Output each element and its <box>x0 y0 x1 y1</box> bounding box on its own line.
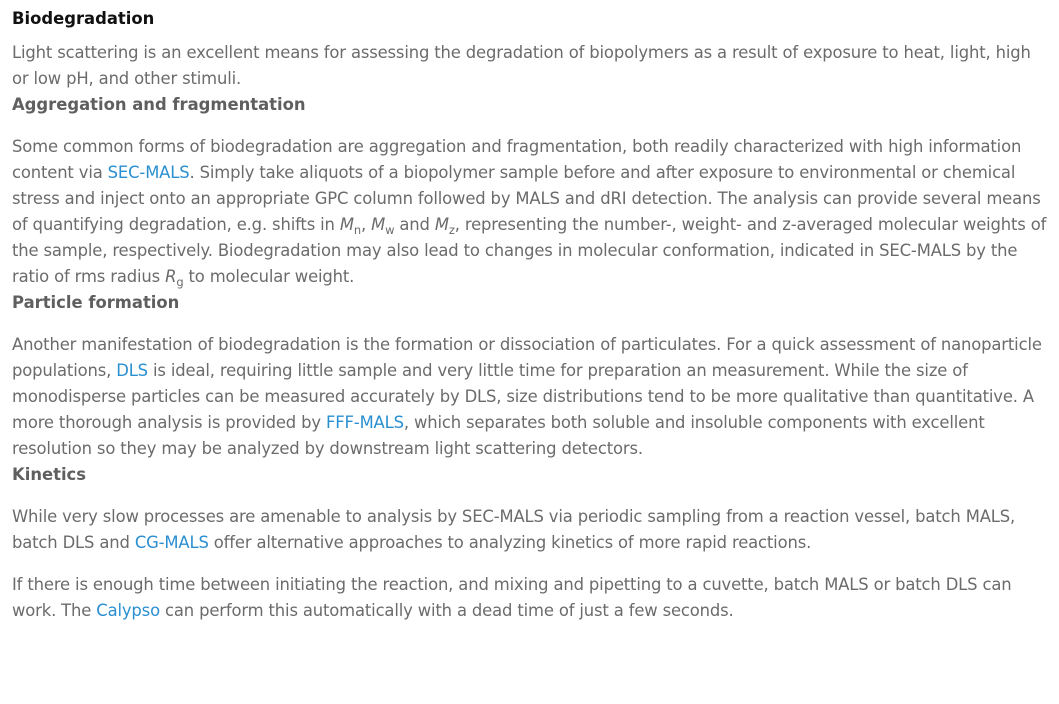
link-cg-mals[interactable]: CG-MALS <box>134 533 209 552</box>
intro-paragraph: Light scattering is an excellent means for assessing the degradation of biopolymers as a result of exposure to heat, light, high or low pH, and other stimuli. <box>12 43 1031 88</box>
kinetics-paragraph-1 <box>12 504 1052 556</box>
text: Some common forms of biodegradation are aggregation and fragmentation, both readily characterized with high information content via <box>12 137 1022 182</box>
page-title: Biodegradation <box>12 9 155 28</box>
text: and <box>394 215 435 234</box>
link-calypso[interactable]: Calypso <box>96 601 160 620</box>
symbol-m: M <box>339 215 354 234</box>
link-dls[interactable]: DLS <box>116 361 148 380</box>
text: to molecular weight. <box>183 267 355 286</box>
text: If there is enough time between initiating the reaction, and mixing and pipetting to a cuvette, batch MALS or batch DLS can work. The <box>12 575 1012 620</box>
heading-aggregation: Aggregation and fragmentation <box>12 95 306 114</box>
link-fff-mals[interactable]: FFF-MALS <box>325 413 404 432</box>
text: can perform this automatically with a dead time of just a few seconds. <box>159 601 734 620</box>
link-sec-mals[interactable]: SEC-MALS <box>107 163 190 182</box>
heading-kinetics: Kinetics <box>12 465 87 484</box>
text: , <box>360 215 372 234</box>
text: , which separates both soluble and insoluble components with excellent resolution so they may be analyzed by downstream light scattering detectors. <box>12 413 985 458</box>
kinetics-paragraph-2 <box>12 572 1052 624</box>
symbol-m: M <box>371 215 386 234</box>
text: While very slow processes are amenable to analysis by SEC-MALS via periodic sampling from a reaction vessel, batch MALS, batch DLS and <box>12 507 1016 552</box>
symbol-r: R <box>165 267 177 286</box>
heading-particle-formation: Particle formation <box>12 293 180 312</box>
text: , representing the number-, weight- and z-averaged molecular weights of the sample, respectively. Biodegradation may also lead to changes in molecular conformation, indicated in SEC-MALS by the ratio of rms radius <box>12 215 1047 286</box>
text: is ideal, requiring little sample and very little time for preparation an measurement. While the size of monodisperse particles can be measured accurately by DLS, size distributions tend to be more qualitative than quantitative. A more thorough analysis is provided by <box>12 361 1034 432</box>
subscript-n: n <box>353 223 361 238</box>
aggregation-paragraph <box>12 134 1052 290</box>
text: . Simply take aliquots of a biopolymer sample before and after exposure to environmental or chemical stress and inject onto an appropriate GPC column followed by MALS and dRI detection. The analysis can provide several means of quantifying degradation, e.g. shifts in <box>12 163 1041 234</box>
subscript-z: z <box>448 223 455 238</box>
text: Another manifestation of biodegradation is the formation or dissociation of particulates. For a quick assessment of nanoparticle populations, <box>12 335 1042 380</box>
text: offer alternative approaches to analyzing kinetics of more rapid reactions. <box>208 533 812 552</box>
symbol-m: M <box>434 215 449 234</box>
subscript-w: w <box>385 223 395 238</box>
particle-paragraph <box>12 332 1052 462</box>
subscript-g: g <box>176 275 184 290</box>
